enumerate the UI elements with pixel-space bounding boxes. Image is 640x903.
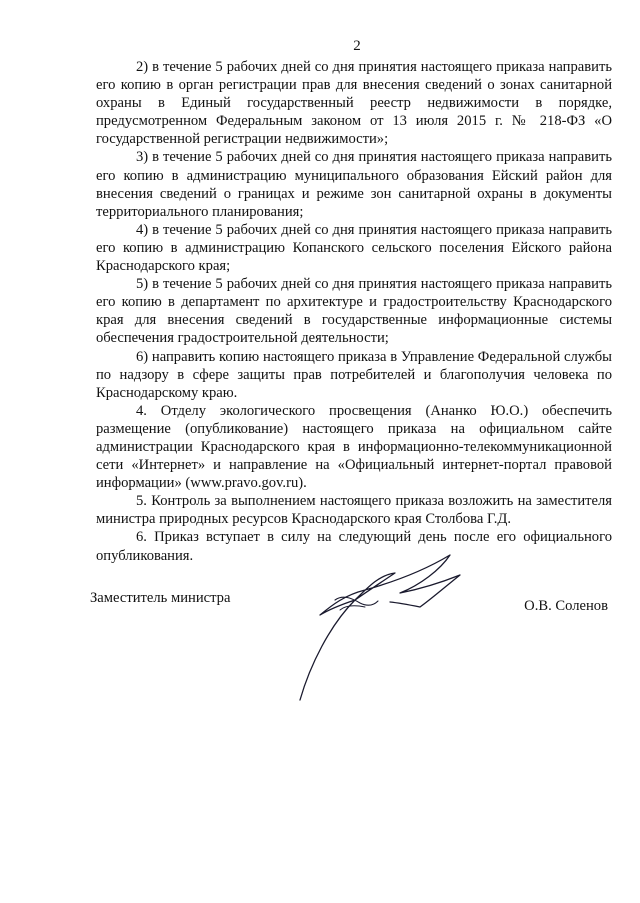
paragraph-item-5: 5) в течение 5 рабочих дней со дня принятия настоящего приказа направить его копию в департамент по архитектуре и градостроительству Краснодарского края для внесения сведений в государственные информационные системы обеспечения градостроительной деятельности; <box>96 276 612 347</box>
paragraph-item-6: 6) направить копию настоящего приказа в Управление Федеральной службы по надзору в сфере защиты прав потребителей и благополучия человека по Краснодарскому краю. <box>96 348 612 401</box>
signature-block <box>90 590 620 700</box>
paragraph-item-4: 4) в течение 5 рабочих дней со дня принятия настоящего приказа направить его копию в администрацию Копанского сельского поселения Ейского района Краснодарского края; <box>96 221 612 275</box>
handwritten-signature <box>270 545 500 705</box>
signer-name: О.В. Соленов <box>524 598 608 614</box>
paragraph-section-4: 4. Отделу экологического просвещения (Ананко Ю.О.) обеспечить размещение (опубликование) настоящего приказа на официальном сайте администрации Краснодарского края в информационно-телекоммуникационной сети «Интернет» и направление на «Официальный интернет-портал правовой информации» (www.pravo.gov.ru). <box>96 402 612 492</box>
document-body <box>96 58 612 565</box>
paragraph-item-3: 3) в течение 5 рабочих дней со дня принятия настоящего приказа направить его копию в администрацию муниципального образования Ейский район для внесения сведений о границах и режиме зон санитарной охраны в документы территориального планирования; <box>96 149 612 220</box>
signer-title: Заместитель министра <box>90 590 231 606</box>
page-number: 2 <box>353 38 361 54</box>
paragraph-item-2: 2) в течение 5 рабочих дней со дня принятия настоящего приказа направить его копию в орган регистрации прав для внесения сведений о зонах санитарной охраны в Единый государственный реестр недвижимости в порядке, предусмотренном Федеральным законом от 13 июля 2015 г. № 218-ФЗ «О государственной регистрации недвижимости»; <box>96 59 612 148</box>
paragraph-section-5: 5. Контроль за выполнением настоящего приказа возложить на заместителя министра природных ресурсов Краснодарского края Столбова Г.Д. <box>96 493 612 528</box>
paragraph-section-6: 6. Приказ вступает в силу на следующий день после его официального опубликования. <box>96 529 612 564</box>
